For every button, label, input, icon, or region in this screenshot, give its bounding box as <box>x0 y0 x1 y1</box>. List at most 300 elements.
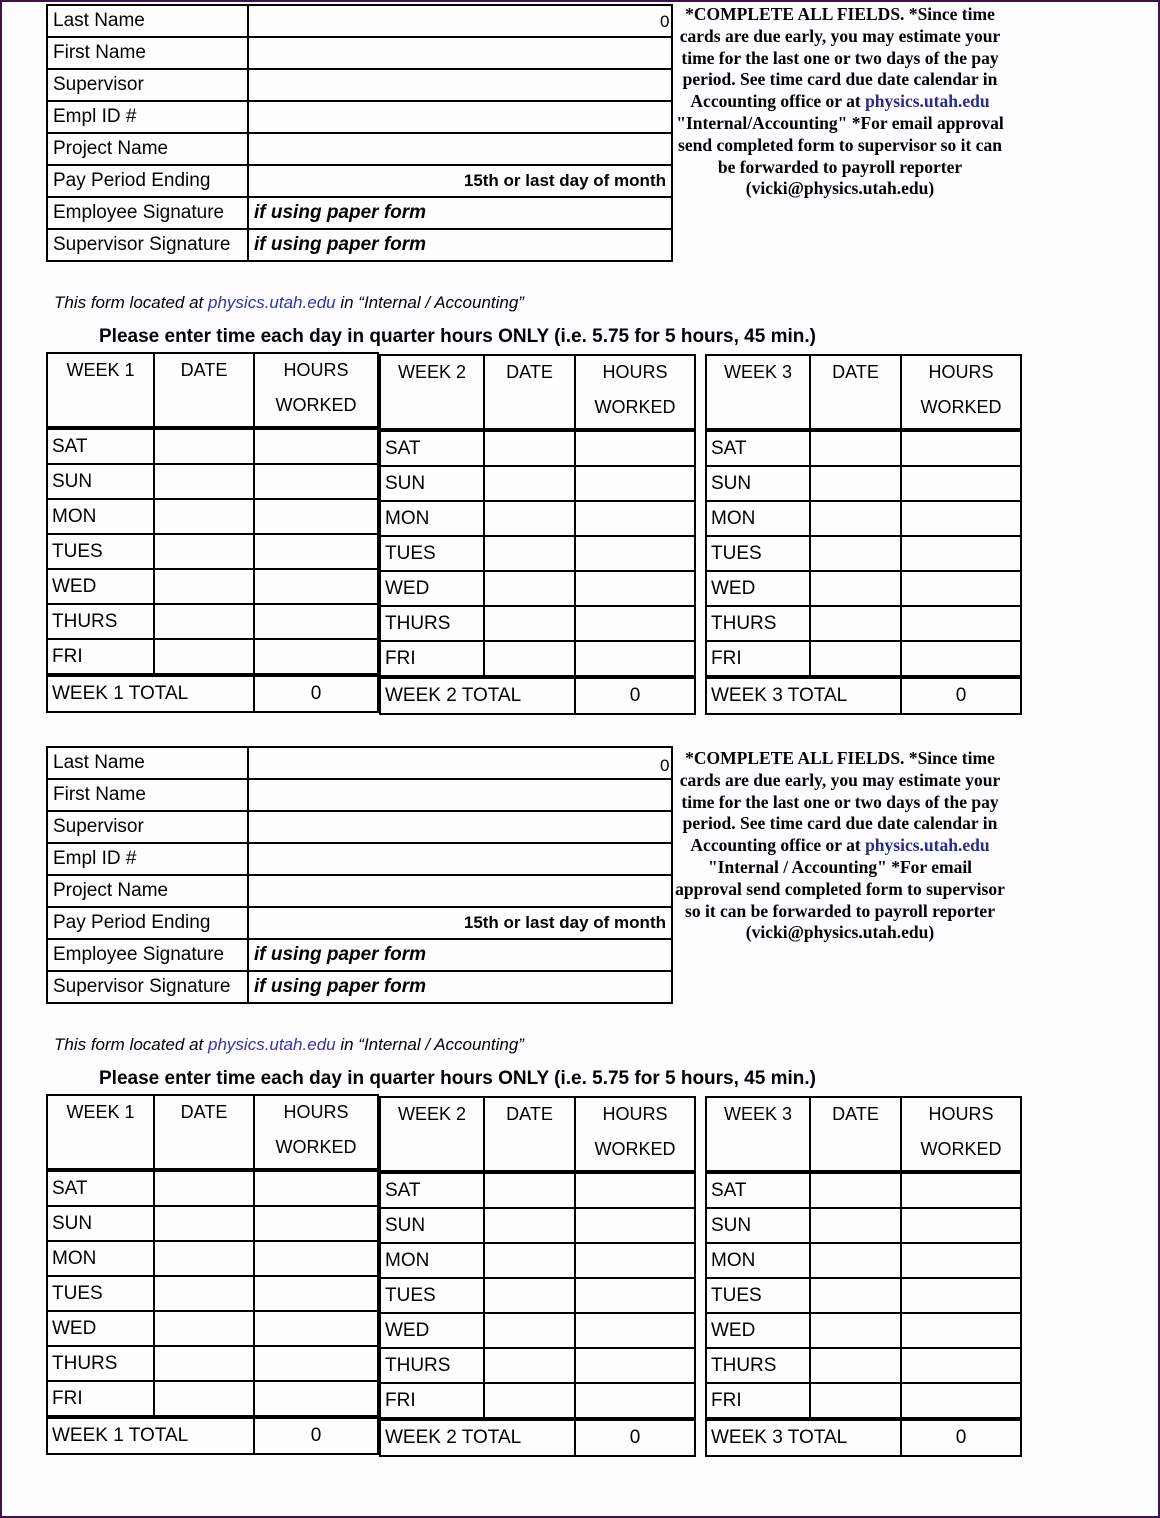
date-cell-wed[interactable] <box>810 571 901 606</box>
quarter-hours-instruction: Please enter time each day in quarter hours ONLY (i.e. 5.75 for 5 hours, 45 min.) <box>99 326 816 347</box>
located-at-line <box>54 1035 524 1055</box>
instructions-line-2: *Since time cards are due early, you may estimate your time for the last one or two days of the pay period. See time card due date calendar in Accounting office or at <box>679 748 1001 856</box>
date-header-text: DATE <box>180 1102 228 1122</box>
date-header <box>484 355 575 430</box>
hours-cell-sun[interactable] <box>575 466 695 501</box>
employee-signature-label: Employee Signature <box>47 197 248 229</box>
day-label-fri: FRI <box>706 641 810 677</box>
first-name-label: First Name <box>47 779 248 811</box>
instructions-internal-accounting: "Internal/Accounting" <box>676 112 848 133</box>
instructions-block <box>675 748 1005 944</box>
date-cell-wed[interactable] <box>154 569 254 604</box>
hours-header-line1: HOURS <box>602 1104 668 1124</box>
week-table-header-row <box>380 1097 695 1172</box>
week-total-row <box>47 1417 378 1454</box>
table-row <box>47 1346 378 1381</box>
hours-cell-thurs[interactable] <box>254 604 378 639</box>
hours-cell-thurs[interactable] <box>901 606 1021 641</box>
empl-id-input[interactable] <box>248 101 672 133</box>
day-label-wed: WED <box>380 1313 484 1348</box>
pay-period-hint[interactable]: 15th or last day of month <box>248 907 672 939</box>
day-label-sun: SUN <box>706 1208 810 1243</box>
table-row <box>706 606 1021 641</box>
hours-cell-mon[interactable] <box>254 499 378 534</box>
date-cell-fri[interactable] <box>484 641 575 677</box>
date-header-text: DATE <box>832 362 879 382</box>
table-row <box>47 1381 378 1417</box>
table-row <box>380 1208 695 1243</box>
date-cell-sat[interactable] <box>484 430 575 466</box>
hours-worked-header <box>254 353 378 428</box>
hours-header-line2: WORKED <box>920 1139 1002 1159</box>
hours-cell-sat[interactable] <box>901 430 1021 466</box>
hours-cell-fri[interactable] <box>575 1383 695 1419</box>
hours-header-line2: WORKED <box>275 1137 357 1157</box>
day-label-mon: MON <box>47 1241 154 1276</box>
hours-header-line1: HOURS <box>928 362 994 382</box>
week-table-2 <box>379 354 696 715</box>
identity-row-employee-signature <box>47 939 672 971</box>
supervisor-signature-label: Supervisor Signature <box>47 229 248 261</box>
week-2-total-label: WEEK 2 TOTAL <box>380 677 575 714</box>
table-row <box>706 1348 1021 1383</box>
table-row <box>706 641 1021 677</box>
hours-cell-sat[interactable] <box>254 428 378 464</box>
day-label-tues: TUES <box>706 1278 810 1313</box>
hours-cell-tues[interactable] <box>901 1278 1021 1313</box>
day-label-sat: SAT <box>706 1172 810 1208</box>
day-label-fri: FRI <box>47 639 154 675</box>
instructions-line-2: *Since time cards are due early, you may estimate your time for the last one or two days of the pay period. See time card due date calendar in Accounting office or at <box>679 4 1001 112</box>
day-label-sat: SAT <box>380 430 484 466</box>
first-name-input[interactable] <box>248 779 672 811</box>
week-table-3 <box>705 1096 1022 1457</box>
supervisor-label: Supervisor <box>47 811 248 843</box>
week-table-header-row <box>706 355 1021 430</box>
instructions-line-3: *For email approval send completed form to supervisor so it can be forwarded to payroll reporter (vicki@physics.utah.edu) <box>678 112 1004 199</box>
instructions-link[interactable]: physics.utah.edu <box>865 835 990 856</box>
date-header <box>810 1097 901 1172</box>
week-total-row <box>380 677 695 714</box>
identity-row-empl-id <box>47 843 672 875</box>
last-name-label: Last Name <box>47 5 248 37</box>
day-label-thurs: THURS <box>706 1348 810 1383</box>
table-row <box>706 571 1021 606</box>
first-name-input[interactable] <box>248 37 672 69</box>
week-1-total-label: WEEK 1 TOTAL <box>47 1417 254 1454</box>
table-row <box>380 501 695 536</box>
table-row <box>706 501 1021 536</box>
table-row <box>706 536 1021 571</box>
zero-marker: 0 <box>660 756 670 775</box>
quarter-hours-instruction: Please enter time each day in quarter hours ONLY (i.e. 5.75 for 5 hours, 45 min.) <box>99 1068 816 1089</box>
week-table-2 <box>379 1096 696 1457</box>
date-cell-mon[interactable] <box>154 499 254 534</box>
date-cell-sat[interactable] <box>154 1170 254 1206</box>
date-cell-fri[interactable] <box>154 639 254 675</box>
table-row <box>380 606 695 641</box>
week-1-header: WEEK 1 <box>47 353 154 428</box>
day-label-wed: WED <box>47 569 154 604</box>
table-row <box>380 641 695 677</box>
project-name-input[interactable] <box>248 875 672 907</box>
week-table-header-row <box>706 1097 1021 1172</box>
day-label-sun: SUN <box>380 1208 484 1243</box>
hours-cell-sat[interactable] <box>254 1170 378 1206</box>
table-row <box>47 1311 378 1346</box>
pay-period-label: Pay Period Ending <box>47 907 248 939</box>
hours-cell-sun[interactable] <box>575 1208 695 1243</box>
identity-row-employee-signature <box>47 197 672 229</box>
hours-cell-tues[interactable] <box>254 534 378 569</box>
date-cell-wed[interactable] <box>810 1313 901 1348</box>
hours-cell-sat[interactable] <box>575 430 695 466</box>
week-total-row <box>380 1419 695 1456</box>
hours-cell-tues[interactable] <box>575 1278 695 1313</box>
located-link[interactable]: physics.utah.edu <box>208 1035 336 1054</box>
located-link[interactable]: physics.utah.edu <box>208 293 336 312</box>
day-label-mon: MON <box>706 1243 810 1278</box>
hours-cell-thurs[interactable] <box>254 1346 378 1381</box>
table-row <box>706 1243 1021 1278</box>
instructions-line-1: *COMPLETE ALL FIELDS. <box>685 748 905 768</box>
day-label-tues: TUES <box>47 534 154 569</box>
day-label-wed: WED <box>706 571 810 606</box>
table-row <box>380 1243 695 1278</box>
week-3-total-value: 0 <box>901 1419 1021 1456</box>
date-cell-thurs[interactable] <box>484 606 575 641</box>
hours-cell-tues[interactable] <box>901 536 1021 571</box>
date-cell-fri[interactable] <box>154 1381 254 1417</box>
table-row <box>706 430 1021 466</box>
hours-worked-header <box>575 355 695 430</box>
week-table-header-row <box>380 355 695 430</box>
hours-cell-mon[interactable] <box>254 1241 378 1276</box>
located-at-line <box>54 293 524 313</box>
table-row <box>47 639 378 675</box>
day-label-fri: FRI <box>47 1381 154 1417</box>
date-cell-fri[interactable] <box>810 1383 901 1419</box>
hours-cell-wed[interactable] <box>575 1313 695 1348</box>
hours-cell-fri[interactable] <box>254 639 378 675</box>
pay-period-label: Pay Period Ending <box>47 165 248 197</box>
date-cell-wed[interactable] <box>484 571 575 606</box>
first-name-label: First Name <box>47 37 248 69</box>
day-label-thurs: THURS <box>380 1348 484 1383</box>
date-cell-tues[interactable] <box>484 536 575 571</box>
day-label-tues: TUES <box>380 536 484 571</box>
date-cell-thurs[interactable] <box>154 604 254 639</box>
week-1-total-value: 0 <box>254 675 378 712</box>
date-header-text: DATE <box>832 1104 879 1124</box>
date-cell-mon[interactable] <box>484 501 575 536</box>
hours-cell-thurs[interactable] <box>901 1348 1021 1383</box>
hours-cell-fri[interactable] <box>254 1381 378 1417</box>
hours-cell-sun[interactable] <box>254 1206 378 1241</box>
day-label-sun: SUN <box>47 1206 154 1241</box>
empl-id-label: Empl ID # <box>47 843 248 875</box>
day-label-wed: WED <box>380 571 484 606</box>
hours-cell-sun[interactable] <box>901 1208 1021 1243</box>
supervisor-signature-input[interactable]: if using paper form <box>248 229 672 261</box>
supervisor-signature-label: Supervisor Signature <box>47 971 248 1003</box>
identity-row-last-name <box>47 5 672 37</box>
hours-cell-fri[interactable] <box>901 1383 1021 1419</box>
identity-row-supervisor-signature <box>47 229 672 261</box>
located-prefix: This form located at <box>54 1035 209 1054</box>
day-label-mon: MON <box>380 1243 484 1278</box>
hours-cell-mon[interactable] <box>575 501 695 536</box>
identity-row-supervisor-signature <box>47 971 672 1003</box>
hours-worked-header <box>254 1095 378 1170</box>
date-cell-tues[interactable] <box>154 1276 254 1311</box>
date-cell-sat[interactable] <box>810 430 901 466</box>
table-row <box>706 1313 1021 1348</box>
week-total-row <box>706 677 1021 714</box>
date-header-text: DATE <box>506 1104 553 1124</box>
hours-cell-wed[interactable] <box>254 569 378 604</box>
date-cell-mon[interactable] <box>810 1243 901 1278</box>
day-label-fri: FRI <box>380 1383 484 1419</box>
table-row <box>47 499 378 534</box>
week-total-row <box>706 1419 1021 1456</box>
week-table-1 <box>46 352 379 713</box>
identity-row-project-name <box>47 875 672 907</box>
date-cell-mon[interactable] <box>810 501 901 536</box>
table-row <box>380 571 695 606</box>
table-row <box>47 1276 378 1311</box>
date-cell-sun[interactable] <box>154 464 254 499</box>
day-label-sun: SUN <box>47 464 154 499</box>
day-label-thurs: THURS <box>706 606 810 641</box>
supervisor-label: Supervisor <box>47 69 248 101</box>
hours-worked-header <box>575 1097 695 1172</box>
pay-period-hint[interactable]: 15th or last day of month <box>248 165 672 197</box>
day-label-sun: SUN <box>706 466 810 501</box>
date-header <box>154 353 254 428</box>
identity-row-last-name <box>47 747 672 779</box>
week-table-3 <box>705 354 1022 715</box>
day-label-thurs: THURS <box>380 606 484 641</box>
supervisor-input[interactable] <box>248 811 672 843</box>
day-label-fri: FRI <box>380 641 484 677</box>
identity-row-pay-period <box>47 165 672 197</box>
hours-cell-wed[interactable] <box>901 1313 1021 1348</box>
week-1-header: WEEK 1 <box>47 1095 154 1170</box>
date-cell-thurs[interactable] <box>154 1346 254 1381</box>
hours-cell-tues[interactable] <box>254 1276 378 1311</box>
date-header <box>810 355 901 430</box>
table-row <box>380 1383 695 1419</box>
table-row <box>47 464 378 499</box>
week-3-header: WEEK 3 <box>706 1097 810 1172</box>
day-label-mon: MON <box>380 501 484 536</box>
table-row <box>47 534 378 569</box>
instructions-line-3: *For email approval send completed form to supervisor so it can be forwarded to payroll reporter (vicki@physics.utah.edu) <box>675 856 1005 943</box>
identity-row-empl-id <box>47 101 672 133</box>
table-row <box>706 1208 1021 1243</box>
identity-row-project-name <box>47 133 672 165</box>
date-cell-tues[interactable] <box>484 1278 575 1313</box>
hours-cell-sun[interactable] <box>254 464 378 499</box>
table-row <box>380 1313 695 1348</box>
week-table-header-row <box>47 1095 378 1170</box>
last-name-input[interactable] <box>248 5 672 37</box>
table-row <box>380 1278 695 1313</box>
employee-signature-input[interactable]: if using paper form <box>248 197 672 229</box>
week-3-header: WEEK 3 <box>706 355 810 430</box>
week-total-row <box>47 675 378 712</box>
week-2-total-value: 0 <box>575 677 695 714</box>
week-2-header: WEEK 2 <box>380 355 484 430</box>
day-label-sat: SAT <box>47 428 154 464</box>
located-suffix: in “Internal / Accounting” <box>335 1035 524 1054</box>
hours-cell-sat[interactable] <box>575 1172 695 1208</box>
date-cell-sat[interactable] <box>810 1172 901 1208</box>
hours-cell-wed[interactable] <box>575 571 695 606</box>
date-cell-sun[interactable] <box>484 1208 575 1243</box>
day-label-wed: WED <box>47 1311 154 1346</box>
date-cell-tues[interactable] <box>810 1278 901 1313</box>
day-label-tues: TUES <box>706 536 810 571</box>
date-cell-sun[interactable] <box>154 1206 254 1241</box>
date-cell-fri[interactable] <box>484 1383 575 1419</box>
instructions-line-1: *COMPLETE ALL FIELDS. <box>685 4 905 24</box>
hours-cell-tues[interactable] <box>575 536 695 571</box>
week-1-total-label: WEEK 1 TOTAL <box>47 675 254 712</box>
hours-cell-wed[interactable] <box>901 571 1021 606</box>
day-label-mon: MON <box>706 501 810 536</box>
date-header <box>154 1095 254 1170</box>
instructions-link[interactable]: physics.utah.edu <box>865 91 990 112</box>
week-3-total-value: 0 <box>901 677 1021 714</box>
day-label-thurs: THURS <box>47 604 154 639</box>
date-header-text: DATE <box>506 362 553 382</box>
date-cell-tues[interactable] <box>154 534 254 569</box>
week-2-total-value: 0 <box>575 1419 695 1456</box>
date-cell-sat[interactable] <box>484 1172 575 1208</box>
hours-cell-mon[interactable] <box>901 501 1021 536</box>
located-suffix: in “Internal / Accounting” <box>335 293 524 312</box>
day-label-wed: WED <box>706 1313 810 1348</box>
table-row <box>380 430 695 466</box>
table-row <box>380 1172 695 1208</box>
week-3-total-label: WEEK 3 TOTAL <box>706 1419 901 1456</box>
last-name-input[interactable] <box>248 747 672 779</box>
project-name-label: Project Name <box>47 875 248 907</box>
hours-cell-thurs[interactable] <box>575 606 695 641</box>
located-prefix: This form located at <box>54 293 209 312</box>
day-label-sat: SAT <box>706 430 810 466</box>
last-name-label: Last Name <box>47 747 248 779</box>
week-table-1 <box>46 1094 379 1455</box>
table-row <box>380 1348 695 1383</box>
date-cell-mon[interactable] <box>154 1241 254 1276</box>
hours-cell-sun[interactable] <box>901 466 1021 501</box>
week-3-total-label: WEEK 3 TOTAL <box>706 677 901 714</box>
table-row <box>47 604 378 639</box>
date-header-text: DATE <box>180 360 228 380</box>
table-row <box>706 1172 1021 1208</box>
date-header <box>484 1097 575 1172</box>
hours-cell-fri[interactable] <box>901 641 1021 677</box>
hours-cell-wed[interactable] <box>254 1311 378 1346</box>
identity-row-pay-period <box>47 907 672 939</box>
week-2-header: WEEK 2 <box>380 1097 484 1172</box>
date-cell-fri[interactable] <box>810 641 901 677</box>
table-row <box>47 569 378 604</box>
hours-header-line2: WORKED <box>594 397 676 417</box>
table-row <box>47 1241 378 1276</box>
hours-cell-mon[interactable] <box>901 1243 1021 1278</box>
hours-cell-mon[interactable] <box>575 1243 695 1278</box>
hours-header-line1: HOURS <box>602 362 668 382</box>
date-cell-sat[interactable] <box>154 428 254 464</box>
day-label-tues: TUES <box>47 1276 154 1311</box>
hours-worked-header <box>901 355 1021 430</box>
table-row <box>47 1170 378 1206</box>
date-cell-thurs[interactable] <box>810 1348 901 1383</box>
identity-row-first-name <box>47 37 672 69</box>
hours-cell-sat[interactable] <box>901 1172 1021 1208</box>
table-row <box>706 1278 1021 1313</box>
week-table-header-row <box>47 353 378 428</box>
employee-signature-input[interactable]: if using paper form <box>248 939 672 971</box>
date-cell-tues[interactable] <box>810 536 901 571</box>
empl-id-label: Empl ID # <box>47 101 248 133</box>
identity-table <box>46 4 673 262</box>
date-cell-sun[interactable] <box>484 466 575 501</box>
hours-cell-thurs[interactable] <box>575 1348 695 1383</box>
supervisor-input[interactable] <box>248 69 672 101</box>
hours-worked-header <box>901 1097 1021 1172</box>
empl-id-input[interactable] <box>248 843 672 875</box>
supervisor-signature-input[interactable]: if using paper form <box>248 971 672 1003</box>
date-cell-sun[interactable] <box>810 466 901 501</box>
table-row <box>706 466 1021 501</box>
identity-row-first-name <box>47 779 672 811</box>
table-row <box>47 428 378 464</box>
identity-row-supervisor <box>47 69 672 101</box>
project-name-input[interactable] <box>248 133 672 165</box>
project-name-label: Project Name <box>47 133 248 165</box>
instructions-block <box>675 4 1005 200</box>
hours-header-line2: WORKED <box>594 1139 676 1159</box>
table-row <box>706 1383 1021 1419</box>
day-label-sun: SUN <box>380 466 484 501</box>
table-row <box>380 536 695 571</box>
date-cell-thurs[interactable] <box>810 606 901 641</box>
zero-marker: 0 <box>660 12 670 31</box>
day-label-thurs: THURS <box>47 1346 154 1381</box>
date-cell-thurs[interactable] <box>484 1348 575 1383</box>
table-row <box>47 1206 378 1241</box>
employee-signature-label: Employee Signature <box>47 939 248 971</box>
date-cell-mon[interactable] <box>484 1243 575 1278</box>
date-cell-wed[interactable] <box>484 1313 575 1348</box>
hours-header-line2: WORKED <box>275 395 357 415</box>
day-label-tues: TUES <box>380 1278 484 1313</box>
hours-header-line1: HOURS <box>928 1104 994 1124</box>
hours-cell-fri[interactable] <box>575 641 695 677</box>
hours-header-line2: WORKED <box>920 397 1002 417</box>
instructions-internal-accounting: "Internal / Accounting" <box>707 856 887 877</box>
hours-header-line1: HOURS <box>283 360 349 380</box>
date-cell-sun[interactable] <box>810 1208 901 1243</box>
day-label-sat: SAT <box>47 1170 154 1206</box>
day-label-mon: MON <box>47 499 154 534</box>
date-cell-wed[interactable] <box>154 1311 254 1346</box>
